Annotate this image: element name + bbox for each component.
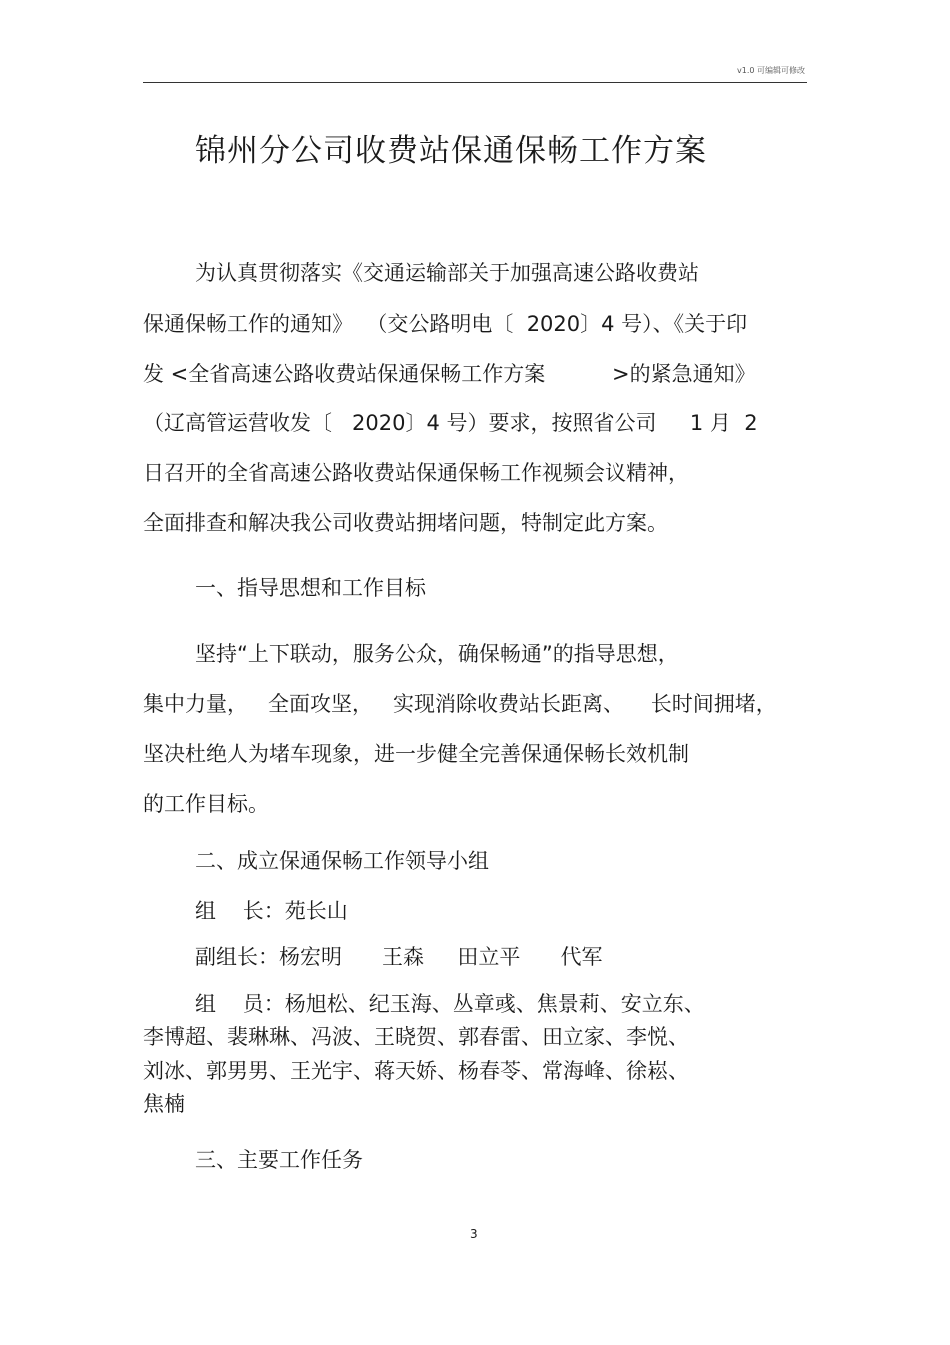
members-line-1: 组 员：杨旭松、纪玉海、丛章彧、焦景莉、安立东、: [195, 992, 705, 1016]
header-rule: [143, 82, 807, 83]
intro-line-6: 全面排查和解决我公司收费站拥堵问题，特制定此方案。: [143, 511, 668, 535]
members-line-3: 刘冰、郭男男、王光宇、蒋天娇、杨春苓、常海峰、徐崧、: [143, 1059, 689, 1083]
group-leader: 组 长：苑长山: [195, 899, 348, 923]
intro-line-4: （辽高管运营收发〔 2020〕4 号）要求，按照省公司 1 月 2: [143, 411, 758, 435]
section-1-line-4: 的工作目标。: [143, 792, 269, 816]
intro-line-1: 为认真贯彻落实《交通运输部关于加强高速公路收费站: [195, 261, 699, 285]
version-note: v1.0 可编辑可修改: [737, 66, 805, 75]
intro-line-2: 保通保畅工作的通知》 （交公路明电〔 2020〕4 号）、《关于印: [143, 312, 748, 336]
section-1-line-1: 坚持“上下联动，服务公众，确保畅通”的指导思想，: [195, 642, 679, 666]
intro-line-5: 日召开的全省高速公路收费站保通保畅工作视频会议精神，: [143, 461, 689, 485]
page-number: 3: [470, 1227, 478, 1241]
members-line-4: 焦楠: [143, 1092, 185, 1116]
members-line-2: 李博超、裴琳琳、冯波、王晓贺、郭春雷、田立家、李悦、: [143, 1025, 689, 1049]
deputy-leaders: 副组长：杨宏明 王森 田立平 代军: [195, 945, 603, 969]
section-2-heading: 二、成立保通保畅工作领导小组: [195, 849, 489, 873]
section-1-line-2: 集中力量， 全面攻坚， 实现消除收费站长距离、 长时间拥堵，: [143, 692, 777, 716]
document-title: 锦州分公司收费站保通保畅工作方案: [195, 133, 707, 169]
section-1-line-3: 坚决杜绝人为堵车现象，进一步健全完善保通保畅长效机制: [143, 742, 689, 766]
intro-line-3: 发 <全省高速公路收费站保通保畅工作方案 >的紧急通知》: [143, 362, 756, 386]
section-3-heading: 三、主要工作任务: [195, 1148, 363, 1172]
section-1-heading: 一、指导思想和工作目标: [195, 576, 426, 600]
